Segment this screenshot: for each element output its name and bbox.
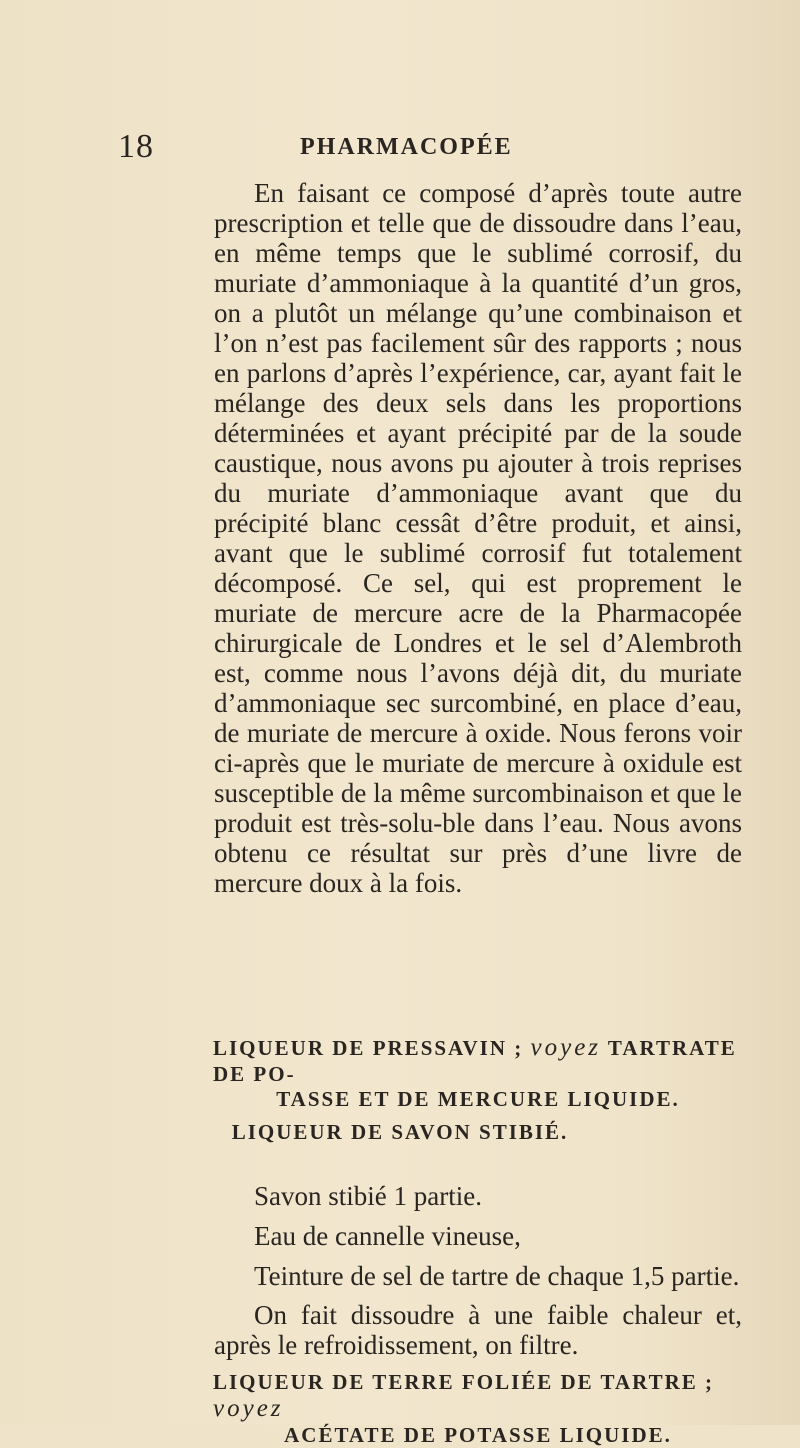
- paragraph-text: En faisant ce composé d’après toute autre prescription et telle que de dissoudre dans l’eau, en même temps que le sublimé corrosif, du muriate d’ammoniaque à la quantité d’un gros, on a plutôt un mélange qu’une combinaison et l’on n’est pas facilement sûr des rapports ; nous en parlons d’après l’expérience, car, ayant fait le mélange des deux sels dans les proportions déterminées et ayant précipité par de la soude caustique, nous avons pu ajouter à trois reprises du muriate d’ammoniaque avant que du précipité blanc cessât d’être produit, et ainsi, avant que le sublimé corrosif fut totalement décomposé. Ce sel, qui est proprement le muriate de mercure acre de la Pharmacopée chirurgicale de Londres et le sel d’Alembroth est, comme nous l’avons déjà dit, du muriate d’ammoniaque sec surcombiné, en place d’eau, de muriate de mercure à oxide. Nous ferons voir ci-après que le muriate de mercure à oxidule est susceptible de la même surcombinaison et que le produit est très-solu-ble dans l’eau. Nous avons obtenu ce résultat sur près d’une livre de mercure doux à la fois.: [214, 178, 742, 898]
- running-title: PHARMACOPÉE: [300, 134, 513, 160]
- heading-prefix: LIQUEUR DE PRESSAVIN ;: [213, 1036, 531, 1060]
- recipe-line: Savon stibié 1 partie.: [254, 1181, 482, 1211]
- main-paragraph-block: [214, 178, 742, 898]
- heading-line-1: [213, 1034, 743, 1087]
- recipe-block: [214, 1176, 742, 1296]
- instruction-paragraph-block: [214, 1300, 742, 1360]
- heading-prefix: LIQUEUR DE TERRE FOLIÉE DE TARTRE ;: [213, 1370, 715, 1394]
- section-heading-pressavin: [213, 1034, 743, 1112]
- recipe-line: Eau de cannelle vineuse,: [254, 1221, 521, 1251]
- heading-suffix: TARTRATE DE PO-: [213, 1036, 737, 1086]
- heading-voyez: voyez: [213, 1395, 284, 1422]
- recipe-line: Teinture de sel de tartre de chaque 1,5 partie.: [254, 1261, 740, 1291]
- section-heading-terre-foliee: [213, 1370, 743, 1448]
- section-heading-savon-stibie: LIQUEUR DE SAVON STIBIÉ.: [231, 1120, 569, 1144]
- instruction-text: On fait dissoudre à une faible chaleur et, après le refroidissement, on filtre.: [214, 1300, 742, 1360]
- heading-line-2: TASSE ET DE MERCURE LIQUIDE.: [276, 1087, 680, 1111]
- page-header: [0, 128, 800, 168]
- heading-line-2: ACÉTATE DE POTASSE LIQUIDE.: [284, 1423, 672, 1447]
- page-number: 18: [118, 128, 154, 165]
- heading-line-1: [213, 1370, 743, 1423]
- heading-voyez: voyez: [530, 1034, 602, 1061]
